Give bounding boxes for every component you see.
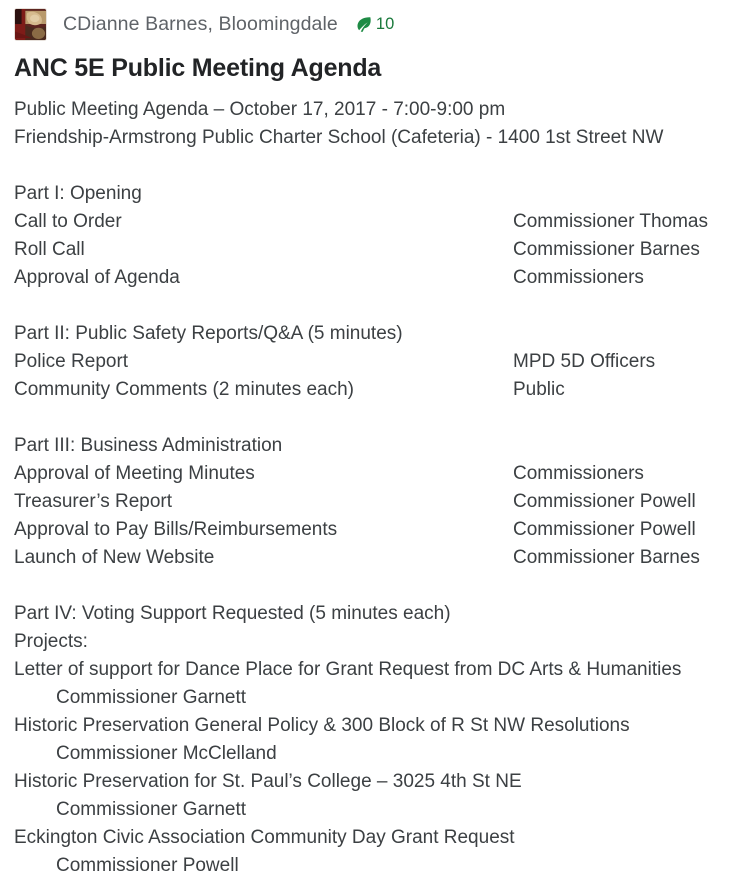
page-title: ANC 5E Public Meeting Agenda <box>14 54 382 82</box>
agenda-item-label: Treasurer’s Report <box>14 490 173 512</box>
subtitle-date-line: Public Meeting Agenda – October 17, 2017 - 7:00-9:00 pm <box>14 98 506 120</box>
leaf-icon <box>354 15 373 34</box>
agenda-item-owner: Commissioner Powell <box>513 518 696 540</box>
agenda-document <box>0 54 748 880</box>
agenda-item-owner: Commissioner Barnes <box>513 546 700 568</box>
agenda-item-owner: Commissioner Powell <box>513 490 696 512</box>
agenda-row <box>14 264 738 292</box>
section-heading-part-4: Part IV: Voting Support Requested (5 minutes each) <box>14 602 451 624</box>
agenda-item-label: Approval to Pay Bills/Reimbursements <box>14 518 338 540</box>
agenda-item-owner: Commissioners <box>513 266 644 288</box>
spacer <box>14 572 738 600</box>
subtitle-location-line: Friendship-Armstrong Public Charter School (Cafeteria) - 1400 1st Street NW <box>14 126 664 148</box>
project-title: Letter of support for Dance Place for Grant Request from DC Arts & Humanities <box>14 658 682 680</box>
project-title: Eckington Civic Association Community Day Grant Request <box>14 826 515 848</box>
avatar[interactable] <box>14 8 47 41</box>
project-title: Historic Preservation for St. Paul’s College – 3025 4th St NE <box>14 770 522 792</box>
agenda-item-owner: Commissioners <box>513 462 644 484</box>
agenda-item-owner: Commissioner Thomas <box>513 210 708 232</box>
project-owner: Commissioner Garnett <box>56 798 247 820</box>
projects-subheading: Projects: <box>14 630 88 652</box>
project-title: Historic Preservation General Policy & 300 Block of R St NW Resolutions <box>14 714 630 736</box>
spacer <box>14 152 738 180</box>
spacer <box>14 292 738 320</box>
agenda-item-owner: Commissioner Barnes <box>513 238 700 260</box>
agenda-item-label: Roll Call <box>14 238 85 260</box>
project-owner: Commissioner McClelland <box>56 742 277 764</box>
agenda-item-label: Approval of Agenda <box>14 266 180 288</box>
section-heading-part-1: Part I: Opening <box>14 182 142 204</box>
agenda-row <box>14 348 738 376</box>
spacer <box>14 404 738 432</box>
post-header <box>0 0 748 46</box>
agenda-row <box>14 488 738 516</box>
agenda-row <box>14 376 738 404</box>
agenda-item-label: Call to Order <box>14 210 122 232</box>
section-heading-part-3: Part III: Business Administration <box>14 434 283 456</box>
agenda-row <box>14 236 738 264</box>
agenda-item-label: Police Report <box>14 350 129 372</box>
agenda-row <box>14 208 738 236</box>
agenda-row <box>14 544 738 572</box>
section-heading-part-2: Part II: Public Safety Reports/Q&A (5 minutes) <box>14 322 403 344</box>
agenda-item-label: Community Comments (2 minutes each) <box>14 378 354 400</box>
author-name[interactable]: CDianne Barnes, Bloomingdale <box>63 12 338 35</box>
avatar-photo <box>15 9 46 40</box>
agenda-item-owner: Public <box>513 378 565 400</box>
agenda-item-label: Approval of Meeting Minutes <box>14 462 255 484</box>
project-owner: Commissioner Garnett <box>56 686 247 708</box>
agenda-item-owner: MPD 5D Officers <box>513 350 656 372</box>
leaf-count: 10 <box>375 14 395 33</box>
project-owner: Commissioner Powell <box>56 854 239 876</box>
agenda-item-label: Launch of New Website <box>14 546 215 568</box>
leaf-badge[interactable] <box>354 15 394 34</box>
agenda-row <box>14 516 738 544</box>
agenda-row <box>14 460 738 488</box>
